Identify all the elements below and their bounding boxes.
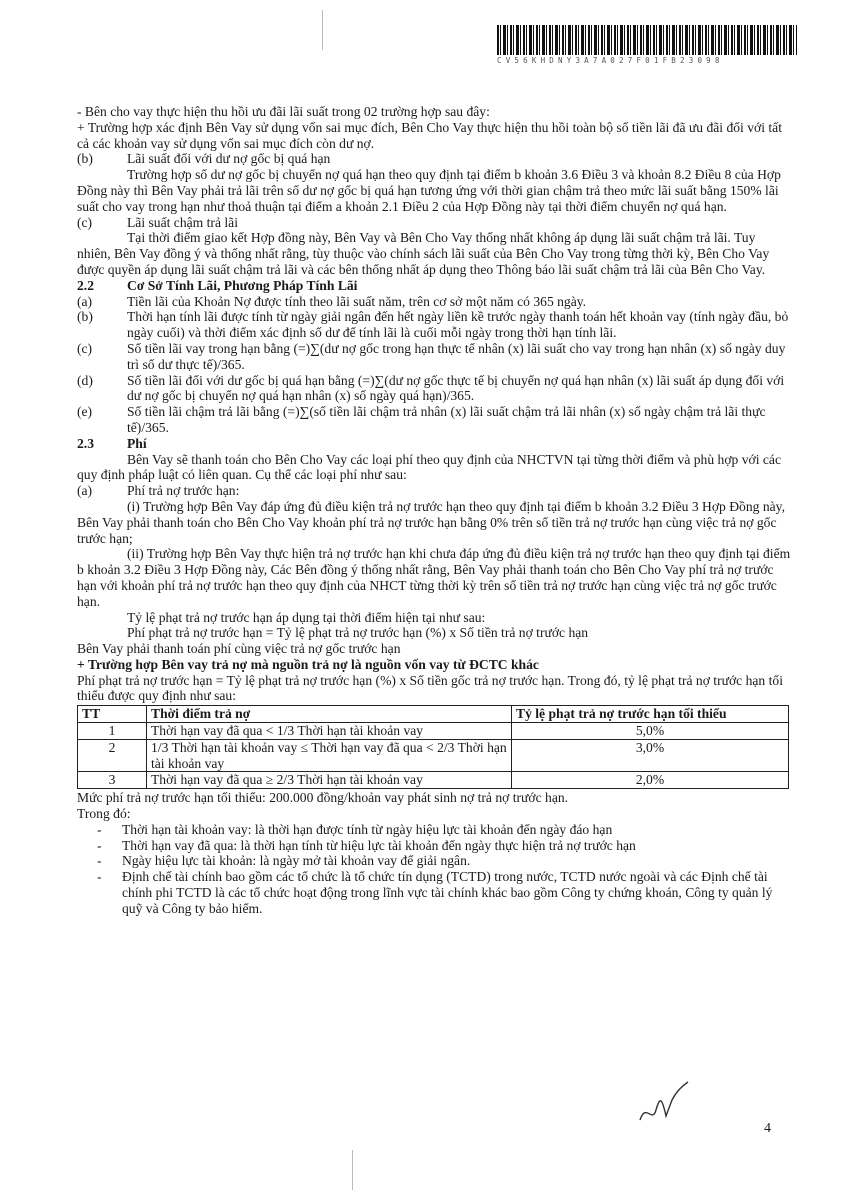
col-header-tt: TT	[78, 706, 147, 723]
definition-text: Thời hạn vay đã qua: là thời hạn tính từ hiệu lực tài khoản đến ngày thực hiện trả nợ trước hạn	[122, 837, 636, 853]
min-fee: Mức phí trả nợ trước hạn tối thiểu: 200.000 đồng/khoản vay phát sinh nợ trả nợ trước hạn.	[77, 790, 569, 806]
scan-mark	[322, 10, 323, 50]
clause-c-late-interest	[77, 215, 792, 231]
barcode-code: CV56KHDNY3A7A027F01FB23098	[497, 56, 724, 65]
col-header-time: Thời điểm trả nợ	[147, 706, 512, 723]
table-row	[78, 772, 789, 789]
definition-text: Thời hạn tài khoản vay: là thời hạn được tính từ ngày hiệu lực tài khoản đến ngày đáo hạn	[122, 821, 613, 837]
section-number: 2.2	[77, 277, 94, 293]
clause-text: Thời hạn tính lãi được tính từ ngày giải ngân đến hết ngày liền kề trước ngày thanh toán hết khoản vay (tính ngày đầu, bỏ ngày cuối) và thời điểm xác định số dư để tính lãi là cuối mỗi ngày trong thời hạn tính lãi.	[127, 309, 789, 341]
clause-label: (c)	[77, 340, 93, 356]
definition-item	[77, 853, 792, 869]
clause-item	[77, 373, 792, 405]
definition-text: Định chế tài chính bao gồm các tổ chức là tổ chức tín dụng (TCTD) trong nước, TCTD nước ngoài và các Định chế tài chính phi TCTD là các tổ chức hoạt động trong lĩnh vực tài chính khác bao gồm Công ty chứng khoán, Công ty quản lý quỹ và Công ty bảo hiểm.	[122, 869, 773, 916]
clause-item	[77, 309, 792, 341]
clause-text: Tiền lãi của Khoản Nợ được tính theo lãi suất năm, trên cơ sở một năm có 365 ngày.	[127, 293, 587, 309]
clause-text: Số tiền lãi vay trong hạn bằng (=)∑(dư nợ gốc trong hạn thực tế nhân (x) lãi suất cho vay trong hạn nhân (x) số ngày duy trì số dư thực tế)/365.	[127, 340, 786, 372]
document-body	[77, 104, 792, 917]
cell-tt: 3	[78, 772, 147, 789]
clause-text: Số tiền lãi chậm trả lãi bằng (=)∑(số tiền lãi chậm trả nhân (x) lãi suất chậm trả lãi nhân (x) số ngày chậm trả lãi thực tế)/365.	[127, 404, 766, 435]
barcode	[497, 25, 797, 67]
intro-line: - Bên cho vay thực hiện thu hồi ưu đãi lãi suất trong 02 trường hợp sau đây:	[77, 104, 490, 119]
clause-b-overdue-rate	[77, 151, 792, 167]
cell-rate: 3,0%	[512, 739, 789, 772]
dash-bullet: -	[97, 869, 102, 885]
case-i: (i) Trường hợp Bên Vay đáp ứng đủ điều kiện trả nợ trước hạn theo quy định tại điểm b khoản 3.2 Điều 3 Hợp Đồng này, Bên Vay phải thanh toán cho Bên Cho Vay khoản phí trả nợ trước hạn bằng 0% trên số tiền trả nợ trước hạn cùng việc trả nợ gốc trước hạn;	[77, 498, 785, 546]
formula-line: Phí phạt trả nợ trước hạn = Tỷ lệ phạt trả nợ trước hạn (%) x Số tiền gốc trả nợ trước hạn. Trong đó, tỷ lệ phạt trả nợ trước hạn tối thiểu được quy định như sau:	[77, 672, 783, 704]
definition-text: Ngày hiệu lực tài khoản: là ngày mở tài khoản vay để giải ngân.	[122, 853, 471, 869]
page-number: 4	[764, 1121, 771, 1136]
dash-bullet: -	[97, 853, 102, 869]
clause-label: (b)	[77, 309, 93, 325]
barcode-bars	[497, 25, 797, 55]
clause-title: Lãi suất đối với dư nợ gốc bị quá hạn	[127, 151, 331, 167]
formula-continuation: Bên Vay phải thanh toán phí cùng việc trả nợ gốc trước hạn	[77, 641, 401, 657]
prepayment-rate-table	[77, 705, 789, 789]
intro-line: + Trường hợp xác định Bên Vay sử dụng vốn sai mục đích, Bên Cho Vay thực hiện thu hồi toàn bộ số tiền lãi đã ưu đãi đối với tất cả các khoản vay sử dụng vốn sai mục đích còn dư nợ.	[77, 119, 782, 151]
section-heading	[77, 436, 792, 452]
rate-intro: Tỷ lệ phạt trả nợ trước hạn áp dụng tại thời điểm hiện tại như sau:	[127, 609, 486, 625]
definition-item	[77, 869, 792, 916]
definition-item	[77, 822, 792, 838]
clause-item	[77, 404, 792, 436]
clause-label: (a)	[77, 483, 93, 499]
dash-bullet: -	[97, 837, 102, 853]
cell-rate: 5,0%	[512, 723, 789, 740]
clause-label: (e)	[77, 404, 93, 420]
case-ii: (ii) Trường hợp Bên Vay thực hiện trả nợ trước hạn khi chưa đáp ứng đủ điều kiện trả nợ trước hạn theo quy định tại điểm b khoản 3.2 Điều 3 Hợp Đồng này, Các Bên đồng ý thống nhất rằng, Bên Vay phải thanh toán cho Bên Cho Vay phí trả nợ trước hạn với khoản phí trả nợ trước hạn theo quy định của NHCT từng thời kỳ trên số tiền trả nợ trước hạn cùng việc trả nợ gốc trước hạn.	[77, 546, 791, 609]
initial-signature	[632, 1080, 692, 1130]
other-source-heading: + Trường hợp Bên vay trả nợ mà nguồn trả nợ là nguồn vốn vay từ ĐCTC khác	[77, 656, 539, 672]
definition-item	[77, 838, 792, 854]
clause-title: Lãi suất chậm trả lãi	[127, 214, 238, 230]
clause-text: Số tiền lãi đối với dư gốc bị quá hạn bằng (=)∑(dư nợ gốc thực tế bị chuyển nợ quá hạn nhân (x) lãi suất áp dụng đối với dư nợ gốc bị chuyển nợ quá hạn nhân (x) số ngày quá hạn)/365.	[127, 372, 785, 404]
section-heading	[77, 278, 792, 294]
cell-time: Thời hạn vay đã qua ≥ 2/3 Thời hạn tài khoản vay	[147, 772, 512, 789]
cell-tt: 2	[78, 739, 147, 772]
clause-title: Phí trả nợ trước hạn:	[127, 483, 240, 499]
table-row	[78, 739, 789, 772]
scan-mark	[352, 1150, 353, 1190]
dash-bullet: -	[97, 821, 102, 837]
table-row	[78, 723, 789, 740]
clause-body: Trường hợp số dư nợ gốc bị chuyển nợ quá hạn theo quy định tại điểm b khoản 3.6 Điều 3 và khoản 8.2 Điều 8 của Hợp Đồng này thì Bên Vay phải trả lãi trên số dư nợ gốc bị quá hạn tương ứng với thời gian chậm trả theo mức lãi suất bằng 150% lãi suất cho vay trong hạn như thoả thuận tại điểm a khoản 2.1 Điều 2 của Hợp Đồng này tại thời điểm chuyển nợ quá hạn.	[77, 167, 781, 214]
section-title: Phí	[127, 435, 147, 451]
cell-rate: 2,0%	[512, 772, 789, 789]
table-header-row	[78, 706, 789, 723]
clause-label: (a)	[77, 293, 93, 309]
clause-label: (b)	[77, 151, 93, 167]
section-title: Cơ Sở Tính Lãi, Phương Pháp Tính Lãi	[127, 277, 358, 293]
cell-time: Thời hạn vay đã qua < 1/3 Thời hạn tài khoản vay	[147, 723, 512, 740]
clause-item	[77, 294, 792, 310]
clause-label: (d)	[77, 372, 93, 388]
where-label: Trong đó:	[77, 806, 131, 822]
cell-tt: 1	[78, 723, 147, 740]
clause-item	[77, 341, 792, 373]
clause-a-prepayment-fee	[77, 483, 792, 499]
section-intro: Bên Vay sẽ thanh toán cho Bên Cho Vay các loại phí theo quy định của NHCTVN tại từng thời điểm và phù hợp với các quy định pháp luật có liên quan. Cụ thể các loại phí như sau:	[77, 451, 781, 483]
section-number: 2.3	[77, 435, 94, 451]
clause-label: (c)	[77, 214, 93, 230]
formula-line: Phí phạt trả nợ trước hạn = Tỷ lệ phạt trả nợ trước hạn (%) x Số tiền trả nợ trước hạn	[127, 625, 589, 641]
cell-time: 1/3 Thời hạn tài khoản vay ≤ Thời hạn vay đã qua < 2/3 Thời hạn tài khoản vay	[147, 739, 512, 772]
clause-body: Tại thời điểm giao kết Hợp đồng này, Bên Vay và Bên Cho Vay thống nhất không áp dụng lãi suất chậm trả lãi. Tuy nhiên, Bên Vay đồng ý và thống nhất rằng, tùy thuộc vào chính sách lãi suất của Bên Cho Vay trong từng thời kỳ, Bên Cho Vay được quyền áp dụng lãi suất chậm trả lãi và các bên thống nhất áp dụng theo Thông báo lãi suất chậm trả lãi của Bên Cho Vay.	[77, 230, 770, 277]
col-header-rate: Tỷ lệ phạt trả nợ trước hạn tối thiểu	[512, 706, 789, 723]
